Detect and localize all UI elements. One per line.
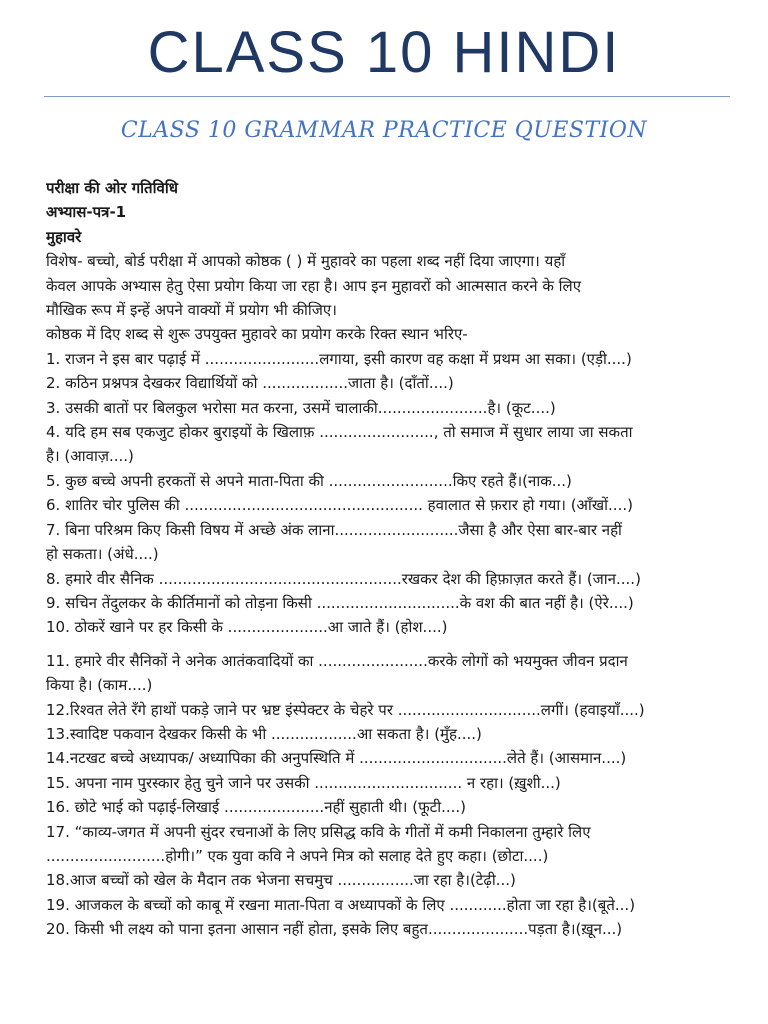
question-9: 9. सचिन तेंदुलकर के कीर्तिमानों को तोड़ना किसी ..............................के वश की बात नहीं है। (ऐरे....)	[46, 593, 634, 612]
question-8: 8. हमारे वीर सैनिक ...................................................रखकर देश की हिफ़ाज़त करते हैं। (जान....)	[46, 569, 641, 588]
question-4-continued: है। (आवाज़....)	[46, 447, 134, 466]
question-17: 17. “काव्य-जगत में अपनी सुंदर रचनाओं के लिए प्रसिद्ध कवि के गीतों में कमी निकालना तुम्हारे लिए	[46, 822, 591, 841]
question-4: 4. यदि हम सब एकजुट होकर बुराइयों के खिलाफ़ ........................, तो समाज में सुधार लाया जा सकता	[46, 423, 633, 442]
note-line: केवल आपके अभ्यास हेतु ऐसा प्रयोग किया जा रहा है। आप इन मुहावरों को आत्मसात करने के लिए	[46, 276, 581, 295]
question-18: 18.आज बच्चों को खेल के मैदान तक भेजना सचमुच ................जा रहा है।(टेढ़ी...)	[46, 871, 516, 890]
question-11-continued: किया है। (काम....)	[46, 676, 153, 695]
question-6: 6. शातिर चोर पुलिस की .................................................. हवालात से फ़रार हो गया। (आँखों....)	[46, 496, 633, 515]
topic-heading: मुहावरे	[46, 227, 82, 246]
question-15: 15. अपना नाम पुरस्कार हेतु चुने जाने पर उसकी ............................... न रहा। (ख़ुशी...)	[46, 773, 561, 792]
question-12: 12.रिश्वत लेते रँगे हाथों पकड़े जाने पर भ्रष्ट इंस्पेक्टर के चेहरे पर ..............................लगीं। (हवाइयाँ....)	[46, 700, 645, 719]
question-11: 11. हमारे वीर सैनिकों ने अनेक आतंकवादियों का .......................करके लोगों को भयमुक्त जीवन प्रदान	[46, 651, 628, 670]
section-heading: परीक्षा की ओर गतिविधि	[46, 179, 178, 197]
question-1: 1. राजन ने इस बार पढ़ाई में ........................लगाया, इसी कारण वह कक्षा में प्रथम आ सका। (एड़ी....)	[46, 349, 632, 368]
question-17-continued: .........................होगी।” एक युवा कवि ने अपने मित्र को सलाह देते हुए कहा। (छोटा....)	[46, 846, 549, 865]
question-2: 2. कठिन प्रश्नपत्र देखकर विद्यार्थियों को ..................जाता है। (दाँतों....)	[46, 374, 454, 393]
question-3: 3. उसकी बातों पर बिलकुल भरोसा मत करना, उसमें चालाकी.......................है। (कूट....)	[46, 398, 556, 417]
question-14: 14.नटखट बच्चे अध्यापक/ अध्यापिका की अनुपस्थिति में ...............................लेते हैं। (आसमान....)	[46, 749, 627, 768]
worksheet-number: अभ्यास-पत्र-1	[46, 203, 127, 222]
note-line: विशेष- बच्चो, बोर्ड परीक्षा में आपको कोष्ठक ( ) में मुहावरे का पहला शब्द नहीं दिया जाएगा। यहाँ	[46, 252, 566, 271]
document-title: CLASS 10 HINDI	[147, 20, 621, 85]
note-line: मौखिक रूप में इन्हें अपने वाक्यों में प्रयोग भी कीजिए।	[46, 301, 337, 320]
paragraph-gap	[46, 640, 736, 649]
question-7: 7. बिना परिश्रम किए किसी विषय में अच्छे अंक लाना..........................जैसा है और ऐसा बार-बार नहीं	[46, 520, 622, 539]
question-7-continued: हो सकता। (अंधे....)	[46, 545, 159, 564]
document-subtitle: CLASS 10 GRAMMAR PRACTICE QUESTION	[120, 118, 648, 143]
question-5: 5. कुछ बच्चे अपनी हरकतों से अपने माता-पिता की ..........................किए रहते हैं।(नाक...)	[46, 471, 572, 490]
title-divider	[44, 96, 730, 97]
instruction-text: कोष्ठक में दिए शब्द से शुरू उपयुक्त मुहावरे का प्रयोग करके रिक्त स्थान भरिए-	[46, 325, 468, 344]
question-13: 13.स्वादिष्ट पकवान देखकर किसी के भी ..................आ सकता है। (मुँह....)	[46, 724, 482, 743]
question-19: 19. आजकल के बच्चों को काबू में रखना माता-पिता व अध्यापकों के लिए ............होता जा रहा है।(बूते...)	[46, 895, 636, 914]
question-16: 16. छोटे भाई को पढ़ाई-लिखाई .....................नहीं सुहाती थी। (फूटी....)	[46, 798, 467, 817]
worksheet-body	[46, 176, 736, 942]
question-10: 10. ठोकरें खाने पर हर किसी के .....................आ जाते हैं। (होश....)	[46, 618, 448, 637]
question-20: 20. किसी भी लक्ष्य को पाना इतना आसान नहीं होता, इसके लिए बहुत.....................पड़ता है।(ख़ून...)	[46, 920, 623, 939]
